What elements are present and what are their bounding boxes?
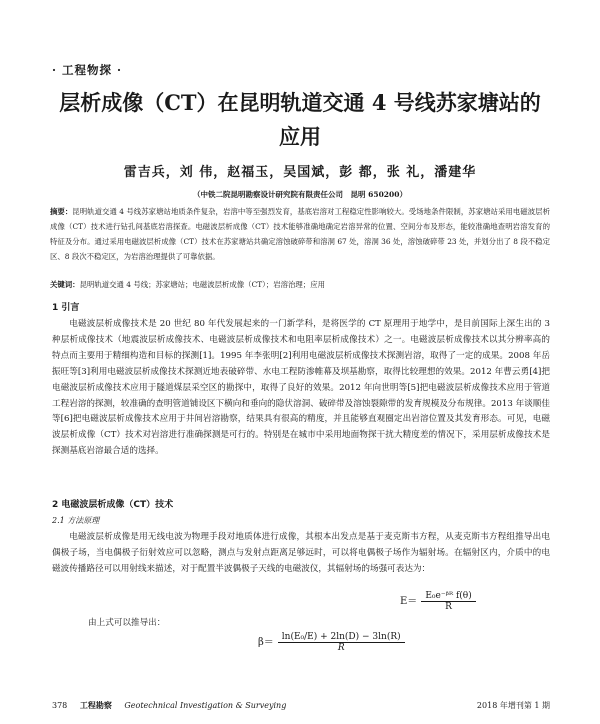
section-1-paragraph: 电磁波层析成像技术是 20 世纪 80 年代发展起来的一门新学科，是将医学的 CT 原理用于地学中，是目前国际上深生出的 3 种层析成像技术（地震波层析成像技术、电磁波层析成像技术和电阻率层析成像技术）之一。电磁波层析成像技术以其分辨率高的特点而主要用于精细构造和目标的探测[1]。1995 年李张明[2]利用电磁波层析成像技术探测岩溶，取得了一定的成果。2008 年岳振旺等[3]利用电磁波层析成像技术探测近地表破碎带、水电工程防渗帷幕及坝基勘察，取得比较理想的效果。2012 年曹云勇[4]把电磁波层析成像技术应用于隧道煤层采空区的勘探中，取得了良好的效果。2012 年向世明等[5]把电磁波层析成像技术应用于管道工程岩溶的探测，较准确的查明管道铺设区下横向和垂向的隐伏溶洞、破碎带及溶蚀裂隙带的发育规模及分布规律。2013 年谈顺佳等[6]把电磁波层析成像技术应用于井间岩溶勘察，结果具有很高的精度，并且能够直观圈定出岩溶位置及其发育形态。可见，电磁波层析成像（CT）技术对岩溶进行准确探测是可行的。特别是在城市中采用地面物探干扰大精度差的情况下，采用层析成像技术是探测基底岩溶最合适的选择。 (52, 319, 550, 457)
journal-name-en: Geotechnical Investigation & Surveying (124, 701, 287, 710)
equation-absorption (258, 632, 405, 653)
derivation-text: 由上式可以推导出： (88, 618, 166, 628)
abstract-text: 昆明轨道交通 4 号线苏家塘站地质条件复杂，岩溶中等至强烈发育，基底岩溶对工程稳定性影响较大。受场地条件限制，苏家塘站采用电磁波层析成像（CT）技术进行钻孔间基底岩溶探查。电磁波层析成像（CT）技术能够准确地确定岩溶异常的位置、空间分布及形态，能较准确地查明岩溶发育的特征及分布。通过采用电磁波层析成像（CT）技术在苏家塘站共确定溶蚀破碎带和溶洞 67 处，溶洞 36 处，溶蚀破碎带 23 处，并划分出了 8 段不稳定区、8 段次不稳定区，为岩溶治理提供了可靠依据。 (50, 207, 550, 261)
section-2-paragraph: 电磁波层析成像是用无线电波为物理手段对地质体进行成像，其根本出发点是基于麦克斯韦方程，从麦克斯韦方程组推导出电偶极子场，当电偶极子衍射效应可以忽略，测点与发射点距离足够远时，可以将电偶极子场作为辐射场。在辐射区内，介质中的电磁波传播路径可以用射线来描述，对于配置半波偶极子天线的电磁波仪，其辐射场的场强可表达为： (52, 532, 550, 574)
keywords-text: 昆明轨道交通 4 号线；苏家塘站；电磁波层析成像（CT）；岩溶治理；应用 (79, 280, 325, 289)
authors: 雷吉兵，刘 伟，赵福玉，吴国斌，彭 都，张 礼，潘建华 (123, 165, 477, 180)
eq1-denominator: R (445, 602, 452, 612)
eq2-lhs: β＝ (258, 637, 274, 648)
eq2-numerator: ln(E₀/E) + 2ln(D) − 3ln(R) (278, 632, 405, 643)
issue-info: 2018 年增刊第 1 期 (476, 701, 550, 710)
affiliation: （中铁二院昆明勘察设计研究院有限责任公司 昆明 650200） (193, 190, 407, 199)
section-2-heading: 2 电磁波层析成像（CT）技术 (52, 500, 174, 510)
eq2-denominator: R (337, 643, 345, 653)
keywords-label: 关键词： (50, 280, 80, 289)
abstract (50, 204, 550, 264)
section-tag: · 工程物探 · (52, 63, 123, 77)
page-footer (52, 700, 550, 711)
page-number: 378 (52, 701, 68, 710)
subsection-2-1-heading: 2.1 方法原理 (52, 516, 100, 525)
keywords (50, 279, 550, 291)
title-line-2: 应用 (279, 124, 321, 149)
abstract-label: 摘要： (50, 207, 73, 216)
paper-title (40, 86, 560, 154)
section-1-heading: 1 引言 (52, 303, 80, 313)
eq1-numerator: E₀e⁻ᵝᴿ f(θ) (421, 591, 475, 602)
title-line-1: 层析成像（CT）在昆明轨道交通 4 号线苏家塘站的 (59, 90, 541, 115)
journal-name-cn: 工程勘察 (79, 700, 112, 710)
eq1-lhs: E＝ (400, 596, 418, 607)
equation-field-strength (400, 591, 476, 612)
